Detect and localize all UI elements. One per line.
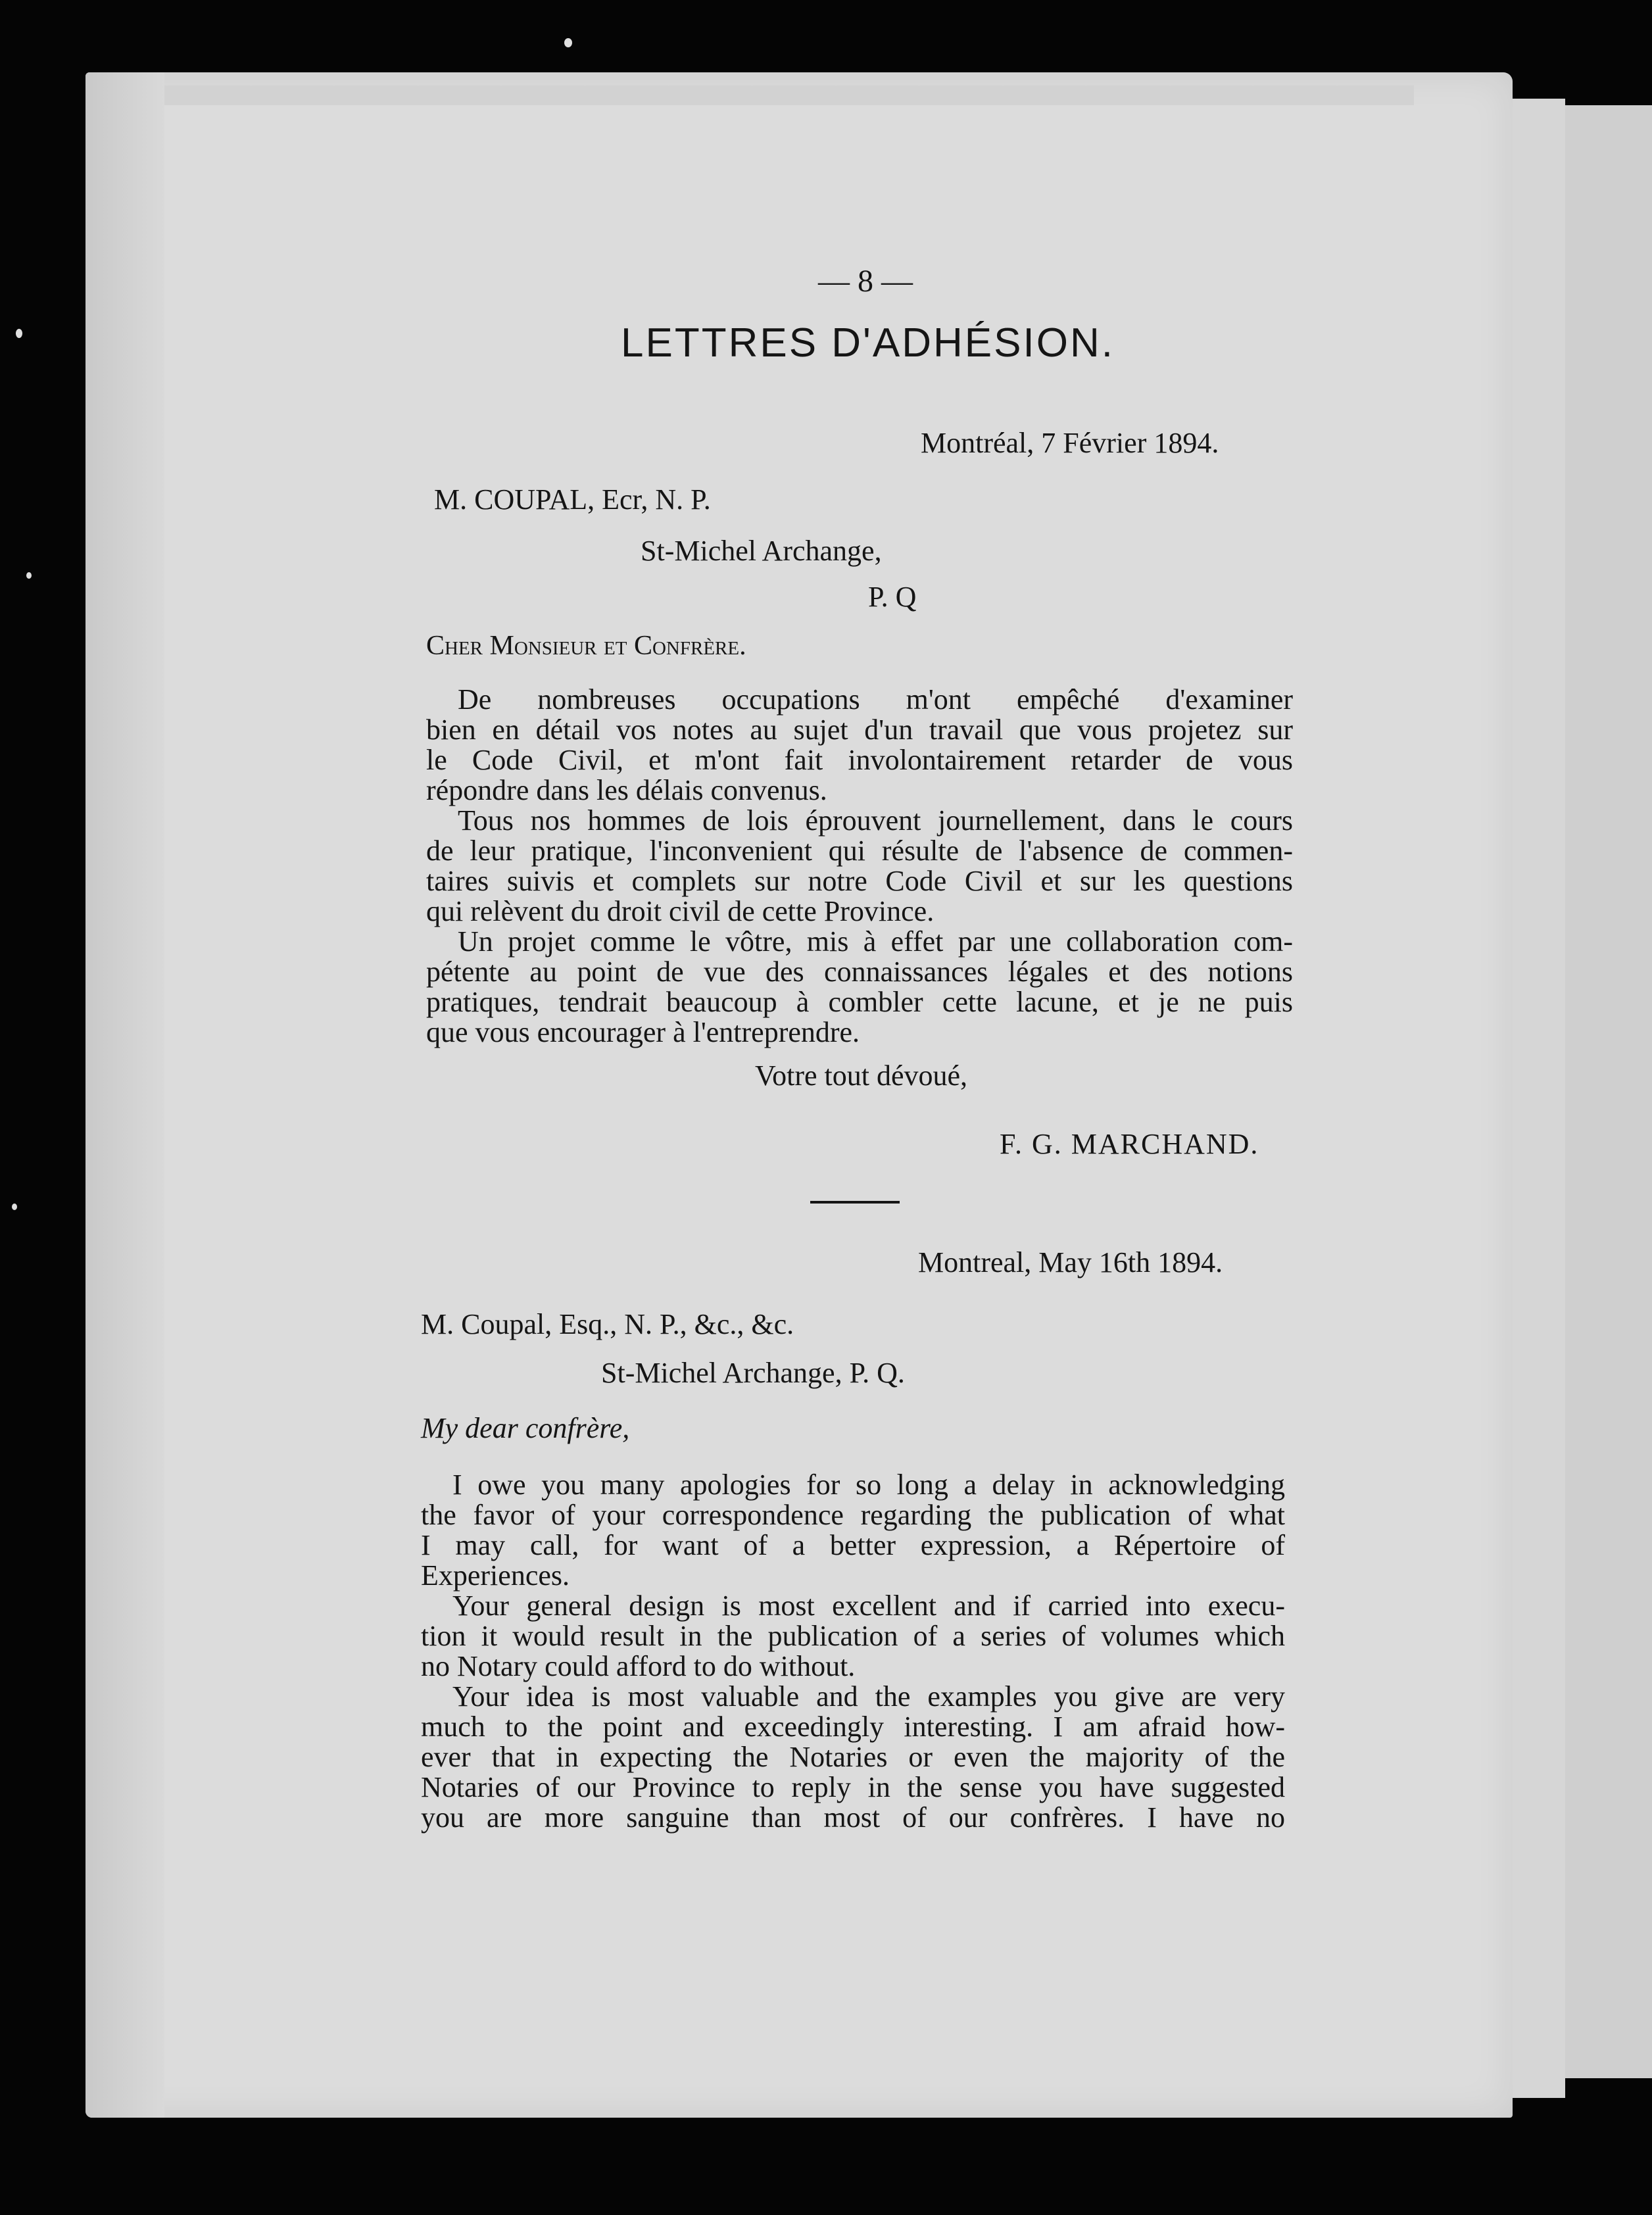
letter1-line: De nombreuses occupations m'ont empêché d'examiner: [458, 683, 1293, 716]
letter2-line: you are more sanguine than most of our confrères. I have no: [421, 1801, 1285, 1834]
letter2-place: St-Michel Archange, P. Q.: [601, 1357, 905, 1389]
letter1-line: le Code Civil, et m'ont fait involontairement retarder de vous: [426, 744, 1293, 776]
letter-separator: [810, 1201, 900, 1204]
letter2-line: Your idea is most valuable and the examples you give are very: [452, 1680, 1285, 1713]
letter2-line: much to the point and exceedingly interesting. I am afraid how-: [421, 1711, 1285, 1743]
scan-speck: [16, 329, 22, 338]
letter2-line: ever that in expecting the Notaries or even the majority of the: [421, 1741, 1285, 1773]
scan-speck: [564, 38, 572, 47]
letter2-line: I owe you many apologies for so long a delay in acknowledging: [452, 1469, 1285, 1501]
letter2-date: Montreal, May 16th 1894.: [918, 1246, 1223, 1278]
letter1-place: St-Michel Archange,: [641, 535, 882, 567]
letter1-date: Montréal, 7 Février 1894.: [921, 427, 1219, 459]
letter1-province: P. Q: [868, 581, 917, 613]
letter2-salutation: My dear confrère,: [421, 1412, 630, 1444]
letter2-line: no Notary could afford to do without.: [421, 1650, 856, 1682]
page-number: — 8 —: [818, 264, 913, 299]
letter2-recipient: M. Coupal, Esq., N. P., &c., &c.: [421, 1308, 794, 1340]
letter2-line: tion it would result in the publication of a series of volumes which: [421, 1620, 1285, 1652]
scan-speck: [12, 1204, 17, 1210]
page-title: LETTRES D'ADHÉSION.: [621, 320, 1115, 366]
letter1-line: Tous nos hommes de lois éprouvent journellement, dans le cours: [458, 804, 1293, 837]
letter1-line: que vous encourager à l'entreprendre.: [426, 1016, 860, 1048]
letter1-closing: Votre tout dévoué,: [755, 1059, 968, 1092]
letter1-line: de leur pratique, l'inconvenient qui résulte de l'absence de commen-: [426, 835, 1293, 867]
letter1-line: pratiques, tendrait beaucoup à combler cette lacune, et je ne puis: [426, 986, 1293, 1018]
letter2-line: Your general design is most excellent and if carried into execu-: [452, 1590, 1285, 1622]
letter1-line: bien en détail vos notes au sujet d'un travail que vous projetez sur: [426, 714, 1293, 746]
letter1-line: qui relèvent du droit civil de cette Province.: [426, 895, 935, 927]
letter2-line: the favor of your correspondence regarding the publication of what: [421, 1499, 1285, 1531]
letter1-line: Un projet comme le vôtre, mis à effet par une collaboration com-: [458, 925, 1293, 958]
letter1-line: taires suivis et complets sur notre Code Civil et sur les questions: [426, 865, 1293, 897]
scan-speck: [26, 572, 32, 579]
letter2-line: Notaries of our Province to reply in the sense you have suggested: [421, 1771, 1285, 1803]
letter1-signature: F. G. MARCHAND.: [1000, 1128, 1259, 1160]
letter2-line: Experiences.: [421, 1559, 570, 1592]
letter1-recipient: M. COUPAL, Ecr, N. P.: [434, 483, 711, 516]
letter1-salutation: Cher Monsieur et Confrère.: [426, 631, 746, 661]
letter1-line: pétente au point de vue des connaissances légales et des notions: [426, 956, 1293, 988]
letter1-line: répondre dans les délais convenus.: [426, 774, 827, 806]
letter2-line: I may call, for want of a better expression, a Répertoire of: [421, 1529, 1285, 1561]
